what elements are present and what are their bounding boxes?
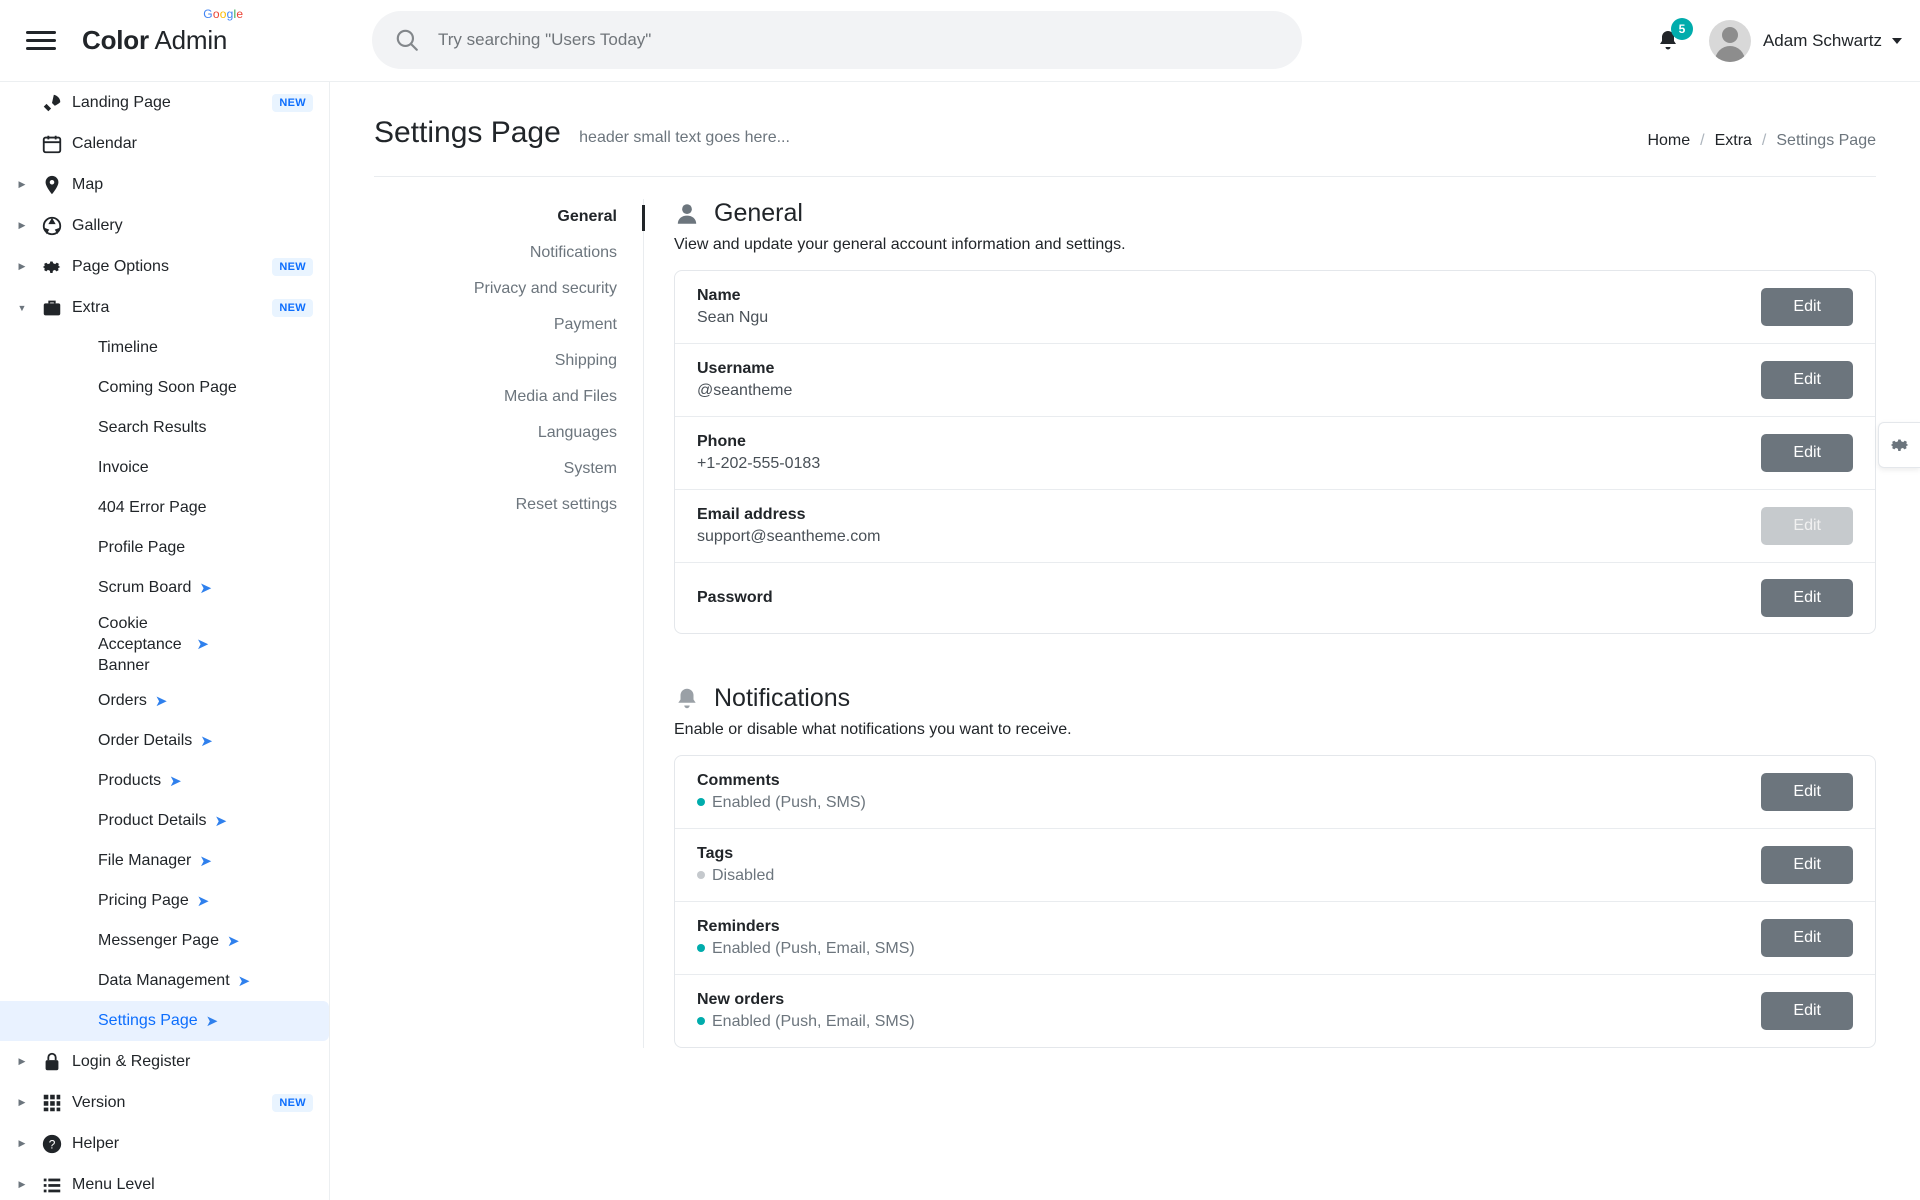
table-row [675,271,1875,344]
sidebar-label-404-error-page: 404 Error Page [98,499,207,516]
breadcrumb-separator: / [1761,132,1767,149]
row-value-tags [697,867,774,885]
edit-email-button: Edit [1761,507,1853,545]
settings-side-nav[interactable] [374,199,644,1048]
row-content [697,287,768,327]
table-row [675,975,1875,1047]
edit-password-button[interactable]: Edit [1761,579,1853,617]
edit-new-orders-button[interactable]: Edit [1761,992,1853,1030]
sidebar-label-settings-page: Settings Page [98,1012,198,1029]
paper-plane-icon: ➤ [196,893,210,910]
gear-icon [32,256,72,278]
row-content [697,433,820,473]
rocket-icon [32,92,72,114]
sidebar-item-profile-page[interactable] [0,528,329,568]
row-value-reminders [697,940,915,958]
sidebar-item-settings-page[interactable] [0,1001,329,1041]
user-name-label: Adam Schwartz [1762,31,1882,50]
row-value-new-orders [697,1013,915,1031]
row-content [697,506,880,546]
chevron-right-icon: ▶ [18,179,26,189]
paper-plane-icon: ➤ [196,636,209,653]
sidebar-item-orders[interactable] [0,681,329,721]
row-content [697,991,915,1031]
chevron-right-icon: ▶ [18,1097,26,1107]
breadcrumb-separator: / [1700,132,1705,149]
avatar [1709,20,1751,62]
settings-nav-shipping[interactable]: Shipping [554,352,617,369]
list-icon [32,1174,72,1196]
page-title [374,116,790,150]
row-label-password: Password [697,589,773,606]
sidebar-label-search-results: Search Results [98,419,207,436]
person-icon [674,201,700,227]
general-section-description: View and update your general account information and settings. [674,236,1126,253]
sidebar-label-gallery: Gallery [72,216,123,234]
sidebar-label-landing-page: Landing Page [72,93,171,111]
briefcase-icon [32,297,72,319]
chevron-right-icon: ▶ [18,220,26,230]
sidebar-label-messenger-page: Messenger Page [98,932,219,949]
sidebar-label-profile-page: Profile Page [98,539,186,556]
table-row [675,756,1875,829]
sidebar-item-404-error-page[interactable] [0,488,329,528]
row-label-phone: Phone [697,433,746,450]
sidebar-label-order-details: Order Details [98,732,193,749]
table-row [675,563,1875,633]
settings-nav-payment[interactable]: Payment [553,316,617,333]
row-value-email-address: support@seantheme.com [697,528,881,545]
settings-nav-reset-settings[interactable]: Reset settings [515,496,617,513]
row-content [697,845,774,885]
calendar-icon [32,133,72,155]
badge-new-landing-page: NEW [272,94,313,112]
sidebar-item-helper[interactable] [0,1123,329,1164]
row-content [697,360,792,400]
search-input[interactable] [436,29,1280,51]
row-label-email-address: Email address [697,506,806,523]
sidebar-label-pricing-page: Pricing Page [98,892,189,909]
sidebar-item-landing-page[interactable] [0,82,329,123]
sidebar[interactable] [0,82,330,1200]
sidebar-item-data-management[interactable] [0,961,329,1001]
theme-settings-button[interactable] [1878,422,1920,468]
top-navigation-bar [0,0,1920,82]
sidebar-label-map: Map [72,175,104,193]
sidebar-item-search-results[interactable] [0,408,329,448]
settings-nav-media-and-files[interactable]: Media and Files [504,388,617,405]
row-status-comments: Enabled (Push, SMS) [712,794,866,811]
google-letter-l: l [233,7,237,21]
paper-plane-icon: ➤ [200,733,213,750]
paper-plane-icon: ➤ [237,973,251,990]
breadcrumb-extra[interactable]: Extra [1714,132,1752,149]
table-row [675,417,1875,490]
general-settings-card [674,270,1876,634]
row-label-comments: Comments [697,772,780,789]
settings-nav-system[interactable]: System [563,460,617,477]
row-value-phone: +1-202-555-0183 [697,455,821,472]
row-label-username: Username [697,360,775,377]
sidebar-item-order-details[interactable] [0,721,329,761]
status-dot-enabled [697,798,705,806]
sidebar-label-file-manager: File Manager [98,852,192,869]
google-wordmark [203,7,243,21]
edit-reminders-button[interactable]: Edit [1761,919,1853,957]
gear-icon [1889,434,1911,456]
settings-nav-notifications[interactable]: Notifications [529,244,617,261]
chevron-down-icon: ▼ [17,302,27,313]
sidebar-label-invoice: Invoice [98,459,149,476]
sidebar-item-version[interactable] [0,1082,329,1123]
search-icon [394,27,420,53]
row-label-new-orders: New orders [697,991,785,1008]
row-status-reminders: Enabled (Push, Email, SMS) [712,940,915,957]
row-content [697,589,773,607]
sidebar-label-helper: Helper [72,1134,120,1152]
paper-plane-icon: ➤ [199,580,212,597]
general-section-header [674,199,1876,228]
paper-plane-icon: ➤ [169,773,182,790]
sidebar-label-login-register: Login & Register [72,1052,191,1070]
sidebar-item-messenger-page[interactable] [0,921,329,961]
google-letter-e: e [236,7,244,21]
bell-icon [674,686,700,712]
chevron-right-icon: ▶ [18,1056,26,1066]
sidebar-item-map[interactable] [0,164,329,205]
row-value-comments [697,794,866,812]
edit-username-button[interactable]: Edit [1761,361,1853,399]
user-menu[interactable] [1709,20,1902,62]
sidebar-label-coming-soon-page: Coming Soon Page [98,379,237,396]
sidebar-item-timeline[interactable] [0,328,329,368]
badge-new-extra: NEW [272,299,313,317]
edit-name-button[interactable]: Edit [1761,288,1853,326]
general-section-title: General [714,199,803,227]
edit-comments-button[interactable]: Edit [1761,773,1853,811]
paper-plane-icon: ➤ [199,853,212,870]
sidebar-label-data-management: Data Management [98,972,230,989]
topbar-right-actions [1641,0,1902,82]
settings-panel [644,199,1876,1048]
search-bar[interactable] [372,11,1302,69]
breadcrumb [1647,132,1876,150]
grid-icon [32,1092,72,1114]
page-subtitle: header small text goes here... [579,129,790,146]
table-row [675,829,1875,902]
table-row [675,490,1875,563]
sidebar-item-invoice[interactable] [0,448,329,488]
sidebar-item-scrum-board[interactable] [0,568,329,608]
sidebar-label-calendar: Calendar [72,134,137,152]
paper-plane-icon: ➤ [214,813,228,830]
sidebar-label-cookie-acceptance-banner: Cookie Acceptance Banner [98,615,182,674]
settings-nav-general[interactable]: General [557,208,617,225]
notifications-button[interactable] [1641,14,1695,68]
chevron-right-icon: ▶ [18,261,26,271]
sidebar-label-version: Version [72,1093,126,1111]
notifications-settings-card [674,755,1876,1048]
edit-phone-button[interactable]: Edit [1761,434,1853,472]
sidebar-item-extra[interactable] [0,287,329,328]
badge-new-version: NEW [272,1094,313,1112]
sidebar-label-product-details: Product Details [98,812,207,829]
settings-layout [330,177,1920,1048]
sidebar-label-scrum-board: Scrum Board [98,579,192,596]
google-letter-o1: o [212,7,220,21]
sidebar-item-page-options[interactable] [0,246,329,287]
sidebar-label-page-options: Page Options [72,257,169,275]
row-content [697,918,915,958]
chevron-right-icon: ▶ [18,1138,26,1148]
breadcrumb-current: Settings Page [1776,132,1876,149]
sidebar-item-file-manager[interactable] [0,841,329,881]
sidebar-item-coming-soon-page[interactable] [0,368,329,408]
status-dot-disabled [697,871,705,879]
sidebar-label-timeline: Timeline [98,339,158,356]
lock-icon [32,1051,72,1073]
settings-nav-languages[interactable]: Languages [537,424,617,441]
sidebar-label-menu-level: Menu Level [72,1175,155,1193]
sidebar-item-gallery[interactable] [0,205,329,246]
row-value-name: Sean Ngu [697,309,769,326]
row-content [697,772,866,812]
google-letter-g2: g [226,7,234,21]
active-indicator [642,205,645,231]
breadcrumb-home[interactable]: Home [1647,132,1691,149]
sidebar-item-calendar[interactable] [0,123,329,164]
question-icon [32,1133,72,1155]
row-status-tags: Disabled [712,867,775,884]
row-label-reminders: Reminders [697,918,780,935]
notifications-section-header [674,684,1876,713]
sidebar-item-products[interactable] [0,761,329,801]
sidebar-item-product-details[interactable] [0,801,329,841]
settings-nav-privacy-and-security[interactable]: Privacy and security [473,280,617,297]
row-status-new-orders: Enabled (Push, Email, SMS) [712,1013,915,1030]
paper-plane-icon: ➤ [154,693,168,710]
table-row [675,902,1875,975]
paper-plane-icon: ➤ [205,1013,219,1030]
notification-count-badge: 5 [1671,18,1693,40]
sidebar-label-products: Products [98,772,162,789]
menu-toggle-button[interactable] [0,0,82,82]
table-row [675,344,1875,417]
sidebar-item-menu-level[interactable] [0,1164,329,1200]
notifications-section-title: Notifications [714,684,851,712]
sidebar-item-pricing-page[interactable] [0,881,329,921]
paper-plane-icon: ➤ [226,933,240,950]
page-header [330,82,1920,150]
sidebar-item-login-register[interactable] [0,1041,329,1082]
status-dot-enabled [697,1017,705,1025]
chevron-right-icon: ▶ [18,1179,26,1189]
status-dot-enabled [697,944,705,952]
svg-text:?: ? [48,1137,56,1152]
sidebar-item-cookie-acceptance-banner[interactable] [0,608,329,681]
edit-tags-button[interactable]: Edit [1761,846,1853,884]
row-label-name: Name [697,287,741,304]
map-pin-icon [32,174,72,196]
badge-new-page-options: NEW [272,258,313,276]
brand-name-light: Admin [148,25,228,55]
google-letter-o2: o [219,7,227,21]
hamburger-icon [26,26,56,55]
main-content [330,82,1920,1200]
sidebar-label-extra: Extra [72,298,110,316]
sidebar-label-orders: Orders [98,692,147,709]
chevron-down-icon [1892,38,1902,44]
notifications-section-description: Enable or disable what notifications you want to receive. [674,721,1072,738]
row-label-tags: Tags [697,845,734,862]
page-title-text: Settings Page [374,116,561,149]
brand-logo[interactable] [82,7,244,56]
camera-icon [32,215,72,237]
google-letter-g: G [203,7,213,21]
section-spacer [674,634,1876,684]
row-value-username: @seantheme [697,382,793,399]
brand-name-bold: Color [82,25,149,55]
